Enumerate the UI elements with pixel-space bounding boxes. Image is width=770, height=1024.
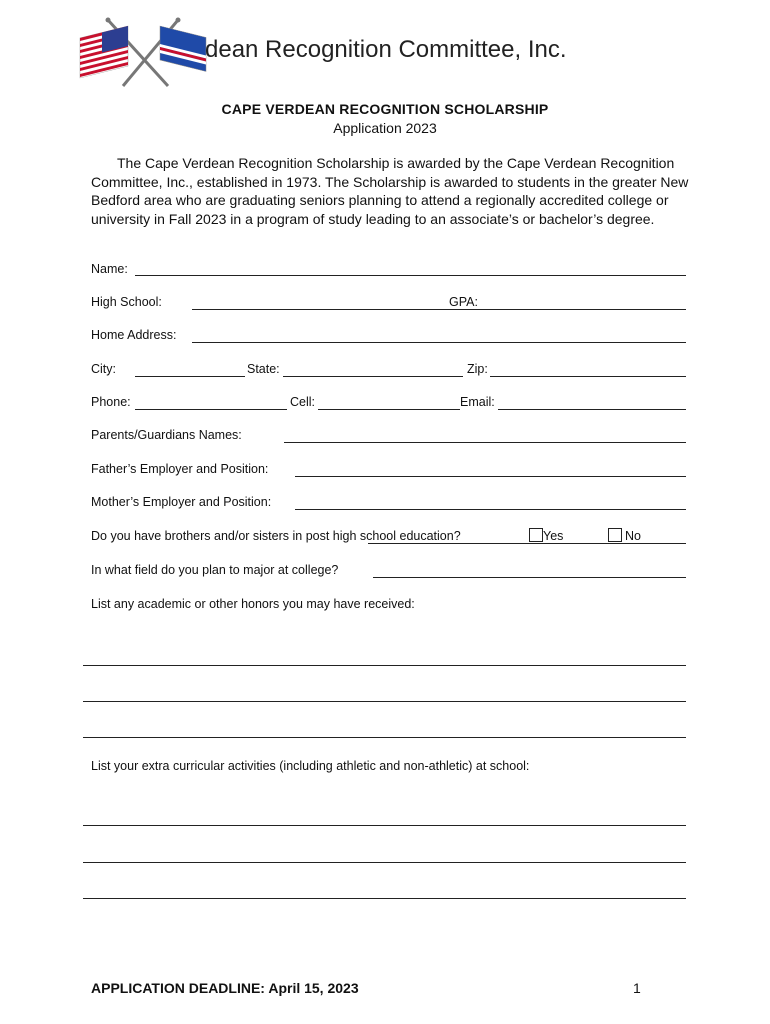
major-label: In what field do you plan to major at college?	[91, 563, 339, 577]
cell-input-line[interactable]	[318, 409, 460, 410]
gpa-input-line[interactable]	[433, 309, 686, 310]
email-input-line[interactable]	[498, 409, 686, 410]
father-employer-label: Father’s Employer and Position:	[91, 462, 269, 476]
scholarship-title: CAPE VERDEAN RECOGNITION SCHOLARSHIP	[221, 101, 549, 117]
zip-input-line[interactable]	[490, 376, 686, 377]
parents-label: Parents/Guardians Names:	[91, 428, 242, 442]
honors-line-2[interactable]	[83, 701, 686, 702]
city-input-line[interactable]	[135, 376, 245, 377]
city-label: City:	[91, 362, 116, 376]
intro-paragraph	[91, 154, 691, 228]
name-label: Name:	[91, 262, 128, 276]
yes-checkbox[interactable]	[529, 528, 543, 542]
phone-input-line[interactable]	[135, 409, 287, 410]
major-input-line[interactable]	[373, 577, 686, 578]
yes-label: Yes	[543, 529, 564, 543]
no-checkbox[interactable]	[608, 528, 622, 542]
mother-employer-label: Mother’s Employer and Position:	[91, 495, 272, 509]
state-input-line[interactable]	[283, 376, 463, 377]
high-school-input-line[interactable]	[192, 309, 433, 310]
honors-line-3[interactable]	[83, 737, 686, 738]
activities-line-3[interactable]	[83, 898, 686, 899]
name-input-line[interactable]	[135, 275, 686, 276]
father-employer-input-line[interactable]	[295, 476, 686, 477]
siblings-answer-line	[368, 543, 686, 544]
honors-line-1[interactable]	[83, 665, 686, 666]
application-year: Application 2023	[333, 120, 437, 136]
email-label: Email:	[460, 395, 495, 409]
gpa-label: GPA:	[449, 295, 478, 309]
home-address-label: Home Address:	[91, 328, 177, 342]
intro-text: The Cape Verdean Recognition Scholarship is awarded by the Cape Verdean Recognition Committee, Inc., established in 1973. The Scholarship is awarded to students in the greater New Bedford area who are graduating seniors planning to attend a regionally accredited college or university in Fall 2023 in a program of study leading to an associate’s or bachelor’s degree.	[91, 155, 689, 227]
high-school-label: High School:	[91, 295, 162, 309]
application-deadline: APPLICATION DEADLINE: April 15, 2023	[91, 980, 359, 996]
activities-line-1[interactable]	[83, 825, 686, 826]
no-label: No	[625, 529, 641, 543]
honors-label: List any academic or other honors you may have received:	[91, 597, 415, 611]
organization-name: dean Recognition Committee, Inc.	[205, 36, 567, 63]
cape-verde-flag-icon	[160, 26, 206, 71]
state-label: State:	[247, 362, 280, 376]
parents-input-line[interactable]	[284, 442, 686, 443]
activities-label: List your extra curricular activities (including athletic and non-athletic) at school:	[91, 759, 530, 773]
siblings-question: Do you have brothers and/or sisters in post high school education?	[91, 529, 461, 543]
page-number: 1	[633, 980, 641, 996]
crossed-flags-logo	[78, 16, 218, 88]
activities-line-2[interactable]	[83, 862, 686, 863]
cell-label: Cell:	[290, 395, 316, 409]
home-address-input-line[interactable]	[192, 342, 686, 343]
phone-label: Phone:	[91, 395, 131, 409]
zip-label: Zip:	[467, 362, 488, 376]
mother-employer-input-line[interactable]	[295, 509, 686, 510]
us-flag-icon	[80, 26, 128, 78]
